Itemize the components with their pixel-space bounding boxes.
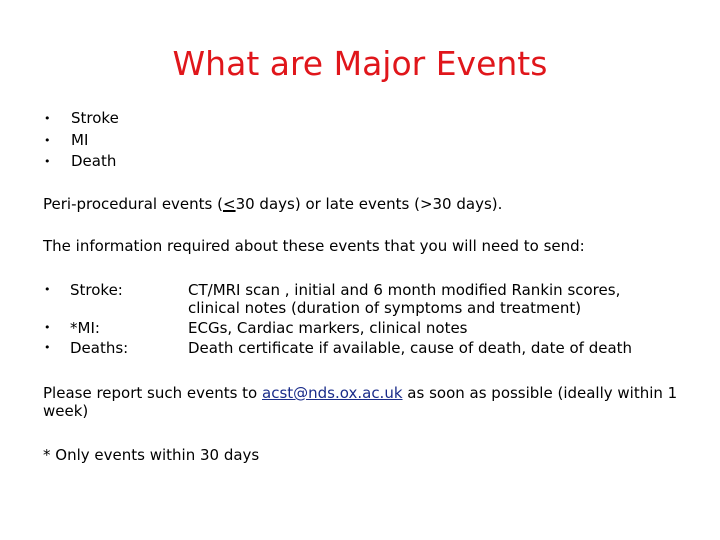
timing-suffix: 30 days) or late events (>30 days).	[235, 195, 503, 213]
report-suffix: as soon as possible (ideally within 1 week)	[43, 384, 678, 420]
list-item-death: • Death	[44, 151, 119, 173]
bullet-icon: •	[44, 341, 51, 354]
required-info-list	[44, 281, 658, 359]
footnote: * Only events within 30 days	[43, 446, 260, 464]
info-key: Deaths:	[70, 339, 129, 357]
bullet-icon: •	[44, 283, 51, 296]
info-row-deaths	[44, 339, 658, 357]
report-paragraph	[43, 384, 683, 420]
info-key: *MI:	[70, 319, 100, 337]
timing-paragraph	[43, 195, 502, 213]
list-item-mi: • MI	[44, 130, 119, 152]
info-row-mi	[44, 319, 658, 337]
major-events-list	[44, 108, 119, 173]
slide-title: What are Major Events	[172, 44, 548, 84]
info-key: Stroke:	[70, 281, 123, 299]
info-value: Death certificate if available, cause of death, date of death	[188, 339, 633, 357]
info-value: ECGs, Cardiac markers, clinical notes	[188, 319, 468, 337]
timing-prefix: Peri-procedural events (	[43, 195, 223, 213]
info-value: CT/MRI scan , initial and 6 month modified Rankin scores, clinical notes (duration of symptoms and treatment)	[188, 281, 621, 317]
email-link[interactable]: acst@nds.ox.ac.uk	[262, 384, 403, 402]
bullet-icon: •	[44, 321, 51, 334]
timing-le-symbol: <	[222, 195, 236, 213]
list-item-stroke: • Stroke	[44, 108, 119, 130]
info-row-stroke	[44, 281, 658, 317]
report-prefix: Please report such events to	[43, 384, 263, 402]
info-intro: The information required about these events that you will need to send:	[43, 237, 585, 255]
